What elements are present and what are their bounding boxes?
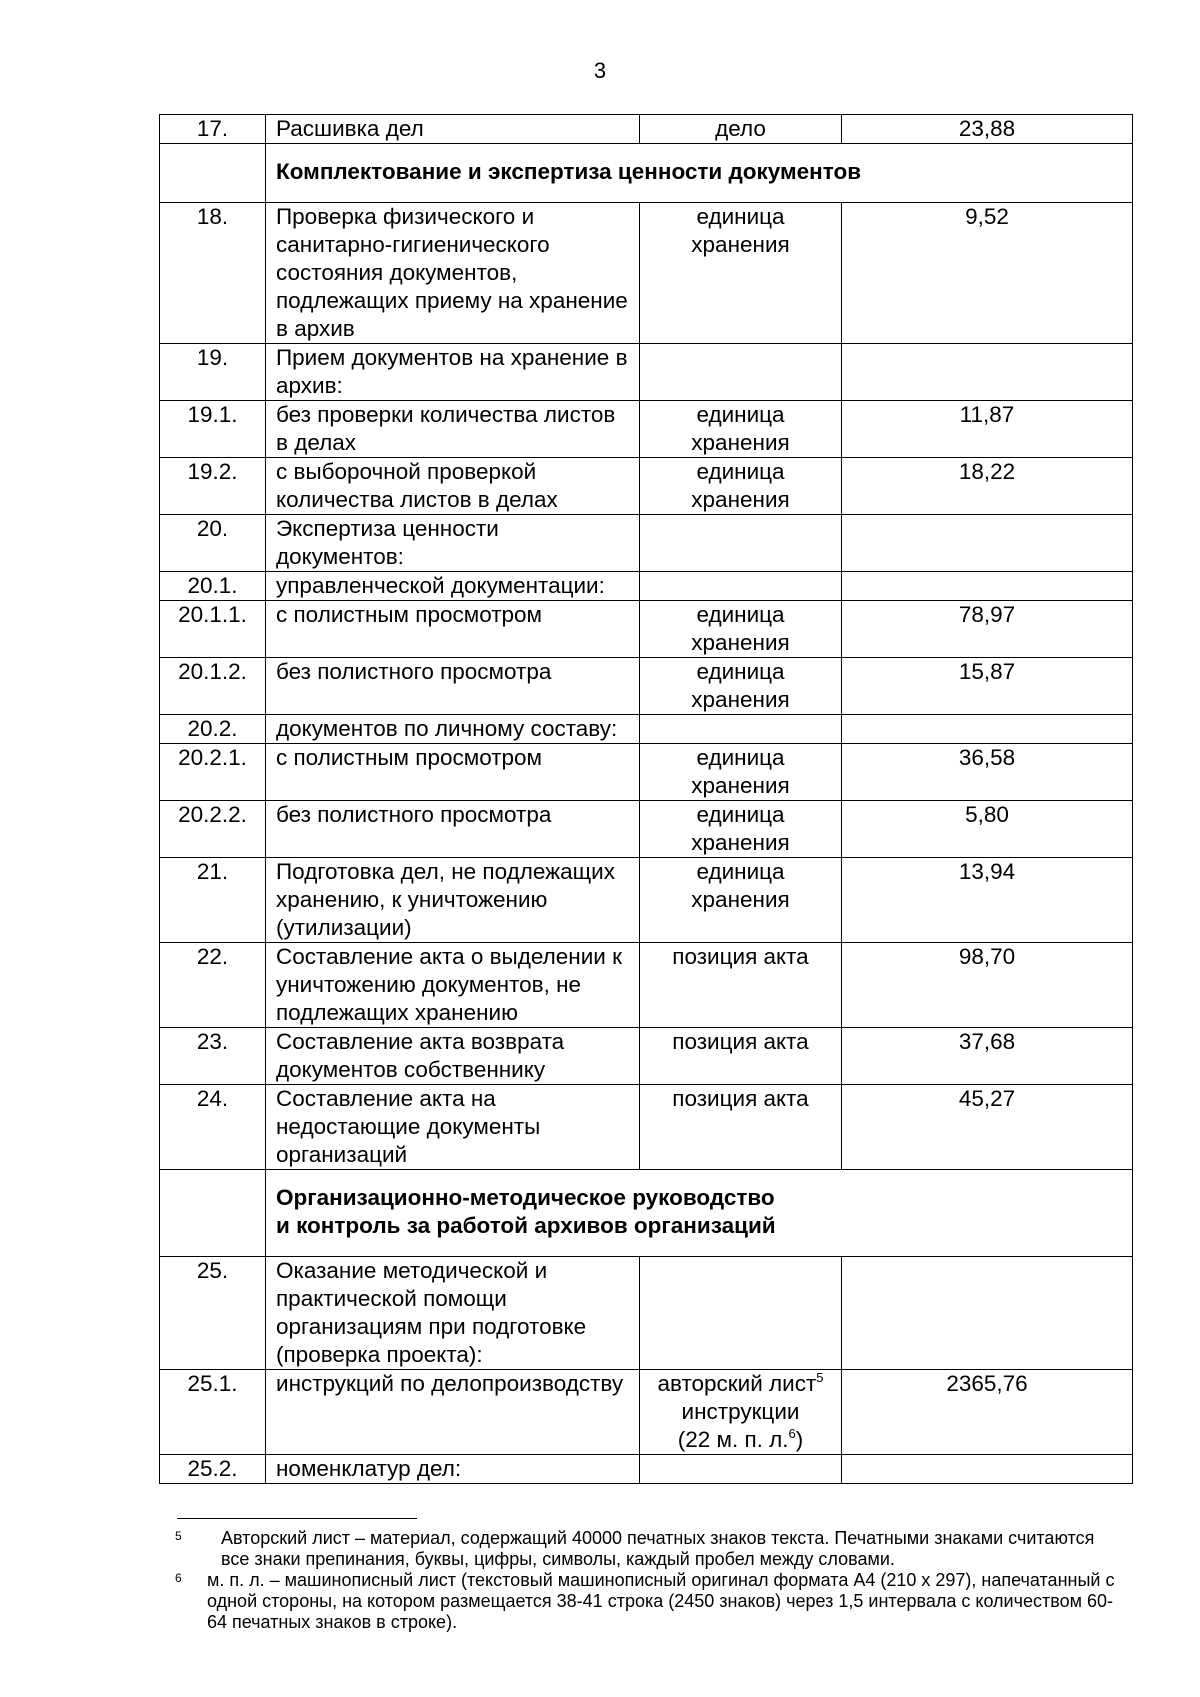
work-name: Оказание методической и практической помощи организациям при подготовке (проверка проекта):	[266, 1257, 640, 1370]
section-number-cell	[160, 144, 266, 203]
unit-of-measure	[640, 1455, 842, 1484]
rate-value: 23,88	[842, 115, 1133, 144]
item-number: 20.2.1.	[160, 744, 266, 801]
rate-value: 45,27	[842, 1085, 1133, 1170]
footnote-mark: 5	[175, 1529, 182, 1543]
work-name: без проверки количества листов в делах	[266, 401, 640, 458]
section-title	[266, 1170, 1133, 1257]
item-number: 23.	[160, 1028, 266, 1085]
table-row	[160, 1085, 1133, 1170]
rate-value	[842, 1257, 1133, 1370]
item-number: 20.1.1.	[160, 601, 266, 658]
table-row	[160, 1455, 1133, 1484]
unit-of-measure	[640, 1257, 842, 1370]
table-row	[160, 203, 1133, 344]
table-row	[160, 115, 1133, 144]
unit-line: инструкции	[681, 1399, 800, 1424]
table-row	[160, 458, 1133, 515]
item-number: 20.1.2.	[160, 658, 266, 715]
work-name: Проверка физического и санитарно-гигиенического состояния документов, подлежащих приему на хранение в архив	[266, 203, 640, 344]
work-name: без полистного просмотра	[266, 658, 640, 715]
page-number: 3	[593, 58, 607, 83]
unit-of-measure	[640, 572, 842, 601]
rate-value	[842, 715, 1133, 744]
table-row	[160, 1028, 1133, 1085]
table-row	[160, 344, 1133, 401]
table-row	[160, 943, 1133, 1028]
rate-value	[842, 344, 1133, 401]
table-row	[160, 801, 1133, 858]
footnote-text: м. п. л. – машинописный лист (текстовый машинописный оригинал формата А4 (210 х 297), напечатанный с одной стороны, на котором размещается 38-41 строка (2450 знаков) через 1,5 интервала с количеством 60-64 печатных знаков в строке).	[207, 1570, 1115, 1632]
unit-of-measure: единица хранения	[640, 658, 842, 715]
rate-value: 18,22	[842, 458, 1133, 515]
rate-value: 36,58	[842, 744, 1133, 801]
work-name: с выборочной проверкой количества листов в делах	[266, 458, 640, 515]
footnote-separator	[177, 1518, 417, 1519]
rate-value: 9,52	[842, 203, 1133, 344]
rate-value	[842, 515, 1133, 572]
unit-of-measure: позиция акта	[640, 943, 842, 1028]
item-number: 25.2.	[160, 1455, 266, 1484]
table-row	[160, 858, 1133, 943]
rate-value: 5,80	[842, 801, 1133, 858]
footnote-text: Авторский лист – материал, содержащий 40000 печатных знаков текста. Печатными знаками считаются все знаки препинания, буквы, цифры, символы, каждый пробел между словами.	[221, 1528, 1095, 1569]
footnote	[175, 1570, 1125, 1633]
table-row	[160, 715, 1133, 744]
item-number: 20.2.	[160, 715, 266, 744]
unit-text: авторский лист	[657, 1371, 817, 1396]
work-name: документов по личному составу:	[266, 715, 640, 744]
work-name: с полистным просмотром	[266, 744, 640, 801]
work-name: номенклатур дел:	[266, 1455, 640, 1484]
work-name: Расшивка дел	[266, 115, 640, 144]
work-name: с полистным просмотром	[266, 601, 640, 658]
unit-of-measure	[640, 344, 842, 401]
item-number: 21.	[160, 858, 266, 943]
item-number: 19.2.	[160, 458, 266, 515]
footnotes	[175, 1528, 1125, 1633]
unit-line	[650, 1426, 831, 1454]
rate-value: 37,68	[842, 1028, 1133, 1085]
table-row	[160, 658, 1133, 715]
rate-value: 78,97	[842, 601, 1133, 658]
footnote-ref: 5	[816, 1370, 824, 1385]
section-title-line: Организационно-методическое руководство	[276, 1185, 775, 1210]
table-row	[160, 515, 1133, 572]
item-number: 18.	[160, 203, 266, 344]
work-name: инструкций по делопроизводству	[266, 1370, 640, 1455]
unit-of-measure: единица хранения	[640, 458, 842, 515]
unit-of-measure: единица хранения	[640, 801, 842, 858]
unit-of-measure: позиция акта	[640, 1028, 842, 1085]
item-number: 25.	[160, 1257, 266, 1370]
footnote-mark: 6	[175, 1571, 182, 1585]
work-name: Составление акта о выделении к уничтожению документов, не подлежащих хранению	[266, 943, 640, 1028]
section-title	[266, 144, 1133, 203]
rate-value	[842, 572, 1133, 601]
unit-of-measure: единица хранения	[640, 203, 842, 344]
rate-value: 15,87	[842, 658, 1133, 715]
footnote-ref: 6	[788, 1426, 796, 1441]
unit-of-measure	[640, 1370, 842, 1455]
table-row	[160, 401, 1133, 458]
work-name: Составление акта возврата документов собственнику	[266, 1028, 640, 1085]
rate-value: 2365,76	[842, 1370, 1133, 1455]
table-row	[160, 744, 1133, 801]
work-name: Составление акта на недостающие документы организаций	[266, 1085, 640, 1170]
item-number: 25.1.	[160, 1370, 266, 1455]
unit-of-measure: единица хранения	[640, 858, 842, 943]
unit-of-measure	[640, 715, 842, 744]
unit-of-measure: единица хранения	[640, 744, 842, 801]
rates-table	[159, 114, 1133, 1484]
table-row	[160, 601, 1133, 658]
work-name: Прием документов на хранение в архив:	[266, 344, 640, 401]
section-title-line: и контроль за работой архивов организаций	[276, 1213, 776, 1238]
table-row	[160, 1370, 1133, 1455]
table-row	[160, 1257, 1133, 1370]
work-name: без полистного просмотра	[266, 801, 640, 858]
item-number: 22.	[160, 943, 266, 1028]
item-number: 20.2.2.	[160, 801, 266, 858]
rate-value: 13,94	[842, 858, 1133, 943]
section-number-cell	[160, 1170, 266, 1257]
unit-text: (22 м. п. л.	[677, 1427, 789, 1452]
unit-of-measure: единица хранения	[640, 601, 842, 658]
item-number: 17.	[160, 115, 266, 144]
item-number: 20.	[160, 515, 266, 572]
unit-of-measure	[640, 515, 842, 572]
unit-text: )	[795, 1427, 804, 1452]
rate-value: 98,70	[842, 943, 1133, 1028]
unit-line	[650, 1370, 831, 1398]
item-number: 19.	[160, 344, 266, 401]
unit-of-measure: единица хранения	[640, 401, 842, 458]
unit-of-measure: позиция акта	[640, 1085, 842, 1170]
rate-value	[842, 1455, 1133, 1484]
section-header-row	[160, 1170, 1133, 1257]
unit-of-measure: дело	[640, 115, 842, 144]
section-title-line: Комплектование и экспертиза ценности документов	[276, 159, 862, 184]
footnote	[175, 1528, 1125, 1570]
item-number: 20.1.	[160, 572, 266, 601]
section-header-row	[160, 144, 1133, 203]
rate-value: 11,87	[842, 401, 1133, 458]
item-number: 19.1.	[160, 401, 266, 458]
item-number: 24.	[160, 1085, 266, 1170]
work-name: Подготовка дел, не подлежащих хранению, к уничтожению (утилизации)	[266, 858, 640, 943]
work-name: управленческой документации:	[266, 572, 640, 601]
work-name: Экспертиза ценности документов:	[266, 515, 640, 572]
table-row	[160, 572, 1133, 601]
